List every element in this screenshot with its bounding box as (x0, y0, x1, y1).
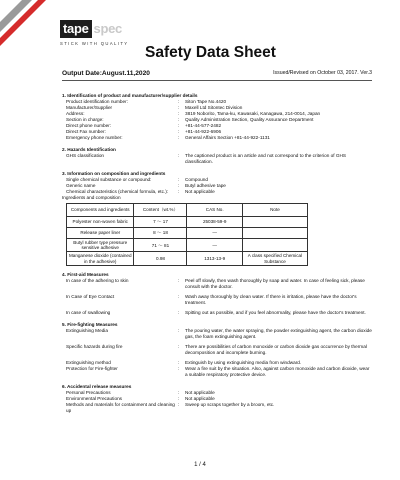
field-value: +81-44-922-6906 (185, 129, 222, 134)
field-label: Product identification number: (66, 99, 129, 104)
table-row (67, 217, 308, 228)
field-label: Address: (66, 111, 85, 116)
table-row (67, 239, 308, 252)
table-header-cell: Content（wt.%） (134, 204, 187, 217)
field-label: Personal Precautions (66, 389, 111, 395)
page-title: Safety Data Sheet (145, 44, 276, 61)
document-body (62, 93, 372, 420)
field-label: Ingredients and composition (62, 195, 121, 200)
table-cell: 8 ～ 18 (134, 228, 187, 239)
brand-logo (60, 20, 142, 46)
table-cell (242, 228, 307, 239)
page-number: 1 / 4 (194, 462, 206, 468)
field-row: Direct Fax number: : +81-44-922-6906 (62, 129, 372, 135)
table-cell: 25038-59-9 (187, 217, 242, 228)
field-row: Emergency phone number: : General Affairs Section +81-44-922-1131 (62, 135, 372, 141)
field-row: Address: : 3819 Noborito, Tama-ku, Kawasaki, Kanagawa, 214-0014, Japan (62, 111, 372, 117)
field-label: Extinguishing method (66, 359, 111, 365)
field-label: Emergency phone number: (66, 135, 123, 140)
field-row: Single chemical substance or compound: : Compound (62, 177, 372, 183)
field-label: Methods and materials for containment and cleaning up (66, 401, 175, 413)
output-date: Output Date:August.11,2020 (62, 70, 150, 77)
table-header-cell: Components and ingredients (67, 204, 134, 217)
table-cell (242, 217, 307, 228)
table-header-row (67, 204, 308, 217)
field-row: Extinguishing method : Extinguish by using extinguishing media from windward. (62, 360, 372, 366)
section-title: 6. Accidental release measures (62, 383, 132, 389)
field-label: In case of swallowing (66, 309, 111, 315)
field-label: Single chemical substance or compound: (66, 177, 152, 182)
field-label: Protection for Fire-fighter (66, 365, 118, 371)
field-row: Environmental Precautions : Not applicable (62, 396, 372, 402)
table-cell: — (187, 239, 242, 252)
section-first-aid (62, 272, 372, 316)
field-value: Maxell Ltd Sitontec Division (185, 105, 243, 110)
section-title: 1. Identification of product and manufacturer/supplier details (62, 93, 198, 98)
table-row (67, 252, 308, 265)
field-row: Personal Precautions : Not applicable (62, 390, 372, 396)
table-cell: Polyester non-woven fabric (67, 217, 134, 228)
field-row: Extinguishing Media : The pouring water, the water spraying, the powder extinguishing agent, the carbon dioxide gas, the foam extinguishing agent. (62, 328, 372, 340)
table-header-cell: CAS No. (187, 204, 242, 217)
field-value: Sweep up scraps together by a broom, etc. (185, 401, 275, 407)
field-value: Wash away thoroughly by clean water. If there is irritation, please have the doctor's treatment. (185, 293, 357, 305)
field-row: GHS classification : The captioned product is an article and not correspond to the criterion of GHS classification. (62, 153, 372, 165)
field-row: Chemical characteristics (chemical formula, etc.): : Not applicable (62, 189, 372, 195)
field-value: The captioned product is an article and not correspond to the criterion of GHS classification. (185, 153, 347, 164)
field-row (62, 195, 372, 201)
table-cell: 0.98 (134, 252, 187, 265)
field-value: +81-44-577-2482 (185, 123, 222, 128)
section-composition (62, 171, 372, 266)
field-value: There are possibilities of carbon monoxide or carbon dioxide gas occurrence by thermal decomposition and incomplete burning. (185, 343, 367, 355)
table-cell: Release paper liner (67, 228, 134, 239)
field-row: Product identification number: : Siton Tape No.4420 (62, 99, 372, 105)
field-value: Compound (185, 177, 208, 182)
field-label: Section in charge: (66, 117, 104, 122)
table-cell: 1313-13-9 (187, 252, 242, 265)
field-value: Spitting out as possible, and if you feel abnormality, please have the doctor's treatment. (185, 309, 366, 315)
header-info (62, 70, 372, 79)
field-row: Specific hazards during fire : There are possibilities of carbon monoxide or carbon dioxide gas occurrence by thermal decomposition and incomplete burning. (62, 344, 372, 356)
corner-stripes-decoration (0, 0, 60, 60)
table-row (67, 228, 308, 239)
brand-tagline: STICK WITH QUALITY (60, 41, 129, 46)
field-label: Environmental Precautions (66, 395, 123, 401)
section-accidental-release (62, 384, 372, 414)
field-row: Methods and materials for containment and cleaning up : Sweep up scraps together by a broom, etc. (62, 402, 372, 414)
table-cell: 71 ～ 81 (134, 239, 187, 252)
field-row: In case of the adhering to skin : Peel off slowly, then wash thoroughly by soap and water. In case of feeling sick, please consult with the doctor. (62, 278, 372, 290)
header-divider (62, 80, 372, 81)
logo-tape-text: tape (60, 20, 92, 38)
field-value: Not applicable (185, 395, 215, 401)
field-value: Not applicable (185, 189, 215, 194)
section-identification (62, 93, 372, 141)
field-label: Extinguishing Media (66, 327, 108, 333)
field-label: Manufacturer/Supplier (66, 105, 113, 110)
field-label: In case of the adhering to skin (66, 277, 129, 283)
field-row: Direct phone number: : +81-44-577-2482 (62, 123, 372, 129)
table-cell: — (187, 228, 242, 239)
field-value: Wear a fire suit by the situation. Also, against carbon monoxide and carbon dioxide, wear a suitable respiratory protective device. (185, 365, 370, 377)
field-value: The pouring water, the water spraying, the powder extinguishing agent, the carbon dioxide gas, the foam extinguishing agent. (185, 327, 372, 339)
field-row: In Case of Eye Contact : Wash away thoroughly by clean water. If there is irritation, please have the doctor's treatment. (62, 294, 372, 306)
field-row: In case of swallowing : Spitting out as possible, and if you feel abnormality, please have the doctor's treatment. (62, 310, 372, 316)
section-title: 5. Fire-fighting Measures (62, 321, 118, 327)
table-header-cell: Note (242, 204, 307, 217)
field-value: Butyl adhesive tape (185, 183, 226, 188)
table-cell (242, 239, 307, 252)
field-row: Generic name : Butyl adhesive tape (62, 183, 372, 189)
section-fire-fighting (62, 322, 372, 378)
field-value: Siton Tape No.4420 (185, 99, 227, 104)
field-value: General Affairs Section +81-44-922-1131 (185, 135, 270, 140)
table-cell: Manganese dioxide (contained in the adhesive) (67, 252, 134, 265)
field-row: Manufacturer/Supplier : Maxell Ltd Sitontec Division (62, 105, 372, 111)
field-value: Not applicable (185, 389, 215, 395)
field-label: Generic name (66, 183, 96, 188)
field-label: Specific hazards during fire (66, 343, 123, 349)
field-value: 3819 Noborito, Tama-ku, Kawasaki, Kanagawa, 214-0014, Japan (185, 111, 321, 116)
field-label: Direct phone number: (66, 123, 112, 128)
field-row: Protection for Fire-fighter : Wear a fire suit by the situation. Also, against carbon monoxide and carbon dioxide, wear a suitable respiratory protective device. (62, 366, 372, 378)
field-value: Quality Administration Section, Quality Assurance Department (185, 117, 314, 122)
field-value: Peel off slowly, then wash thoroughly by soap and water. In case of feeling sick, please consult with the doctor. (185, 277, 365, 289)
table-cell: A class specified Chemical Substance (242, 252, 307, 265)
composition-table (66, 203, 308, 266)
logo-spec-text: spec (93, 21, 122, 36)
field-label: GHS classification (66, 153, 105, 158)
table-cell: 7 ～ 17 (134, 217, 187, 228)
issued-revised-date: Issued/Revised on October 03, 2017. Ver.3 (273, 70, 372, 76)
field-value: Extinguish by using extinguishing media from windward. (185, 359, 302, 365)
field-row: Section in charge: : Quality Administration Section, Quality Assurance Department (62, 117, 372, 123)
section-title: 2. Hazards Identification (62, 147, 116, 152)
section-title: 4. First-aid Measures (62, 271, 109, 277)
field-label: In Case of Eye Contact (66, 293, 115, 299)
section-title: 3. Information on composition and ingredients (62, 171, 166, 176)
field-label: Direct Fax number: (66, 129, 106, 134)
field-label: Chemical characteristics (chemical formula, etc.): (66, 189, 169, 194)
table-cell: Butyl rubber type pressure sensitive adhesive (67, 239, 134, 252)
section-hazards (62, 147, 372, 165)
